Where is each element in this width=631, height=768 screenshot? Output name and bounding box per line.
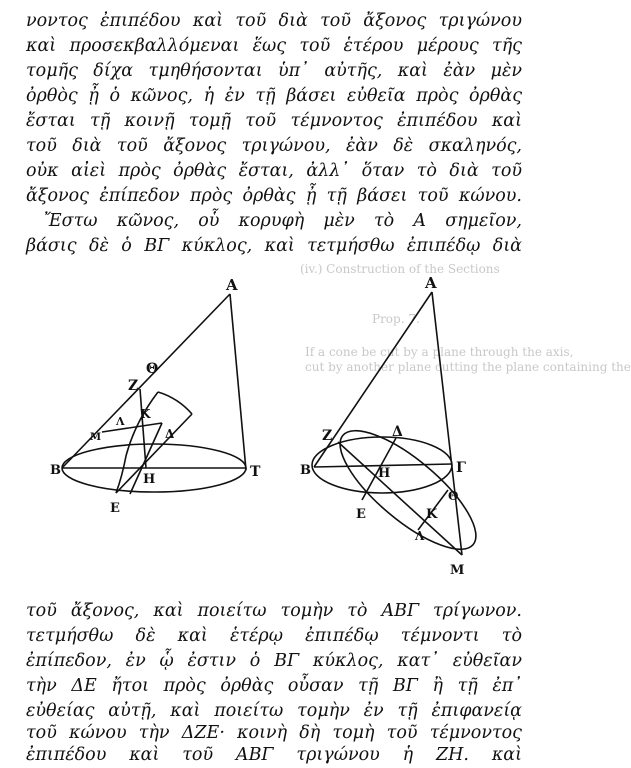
text-line: καὶ προσεκβαλλόμεναι ἕως τοῦ ἑτέρου μέρους τῆς: [26, 36, 522, 56]
point-label: Β: [50, 463, 61, 478]
point-label: Β: [300, 463, 311, 478]
bleed-through-text: Prop. 7.: [372, 312, 420, 326]
text-line: Ἔστω κῶνος, οὗ κορυφὴ μὲν τὸ Α σημεῖον,: [44, 211, 522, 231]
inner-line: [102, 423, 162, 432]
point-label: Η: [143, 472, 156, 487]
point-label: Ζ: [128, 378, 139, 394]
point-label: Κ: [140, 407, 151, 421]
point-label: Δ: [392, 424, 403, 440]
text-line: ἄξονος ἐπίπεδον πρὸς ὀρθὰς ᾖ τῇ βάσει τοῦ κώνου.: [26, 186, 522, 206]
point-label: Α: [425, 274, 437, 292]
axis-section-line: [338, 442, 462, 555]
text-line: οὐκ αἰεὶ πρὸς ὀρθὰς ἔσται, ἀλλ᾽ ὅταν τὸ διὰ τοῦ: [26, 161, 522, 181]
cone-side-line: [230, 294, 246, 470]
figure-left-svg: [50, 272, 290, 537]
text-line: τοῦ κώνου τὴν ΔΖΕ· κοινὴ δὴ τομὴ τοῦ τέμνοντος: [26, 723, 522, 743]
text-line: ὀρθὸς ᾖ ὁ κῶνος, ἡ ἐν τῇ βάσει εὐθεῖα πρὸς ὀρθὰς: [26, 86, 522, 106]
text-line: τοῦ ἄξονος, καὶ ποιείτω τομὴν τὸ ΑΒΓ τρίγωνον.: [26, 601, 522, 621]
figure-left-cone: [50, 272, 290, 537]
figure-right-svg: [300, 272, 525, 597]
text-line: ἐπιπέδου καὶ τοῦ ΑΒΓ τριγώνου ἡ ΖΗ. καὶ: [26, 745, 522, 765]
point-label: Α: [226, 276, 238, 294]
point-label: Μ: [90, 432, 102, 443]
text-line: τετμήσθω δὲ καὶ ἑτέρῳ ἐπιπέδῳ τέμνοντι τὸ: [26, 626, 522, 646]
point-label: Η: [378, 466, 391, 481]
text-line: νοντος ἐπιπέδου καὶ τοῦ διὰ τοῦ ἄξονος τριγώνου: [26, 11, 522, 31]
text-line: τοῦ διὰ τοῦ ἄξονος τριγώνου, ἐὰν δὲ σκαληνός,: [26, 136, 522, 156]
section-curve: [158, 392, 192, 414]
text-line: ἔσται τῇ κοινῇ τομῇ τοῦ τέμνοντος ἐπιπέδου καὶ: [26, 111, 522, 131]
bleed-through-text: (iv.) Construction of the Sections: [300, 262, 500, 276]
text-line: βάσις δὲ ὁ ΒΓ κύκλος, καὶ τετμήσθω ἐπιπέδῳ διὰ: [26, 236, 522, 256]
text-line: τὴν ΔΕ ἤτοι πρὸς ὀρθὰς οὖσαν τῇ ΒΓ ἢ τῇ ἐπ᾽: [26, 676, 522, 696]
point-label: Λ: [116, 415, 125, 428]
figure-right-cone: [300, 272, 525, 597]
point-label: Γ: [456, 460, 466, 476]
bleed-through-text: If a cone be cut by a plane through the axis,: [305, 345, 574, 359]
text-line: τομῆς δίχα τμηθήσονται ὑπ᾽ αὐτῆς, καὶ ἐὰν μὲν: [26, 61, 522, 81]
point-label: Κ: [426, 507, 438, 522]
point-label: Ε: [110, 501, 120, 516]
axis-section-line: [140, 389, 146, 468]
point-label: Δ: [165, 427, 175, 441]
text-line: ἐπίπεδον, ἐν ᾧ ἐστιν ὁ ΒΓ κύκλος, κατ᾽ εὐθεῖαν: [26, 651, 522, 671]
point-label: Ζ: [322, 428, 333, 444]
point-label: Λ: [415, 529, 425, 543]
point-label: Θ: [146, 361, 159, 377]
point-label: Ε: [356, 507, 366, 522]
point-label: Τ: [250, 464, 261, 480]
point-label: Μ: [450, 563, 465, 578]
text-line: εὐθείας αὐτῇ, καὶ ποιείτω τομὴν ἐν τῇ ἐπιφανείᾳ: [26, 701, 522, 721]
cone-side-line: [62, 294, 230, 468]
bleed-through-text: cut by another plane cutting the plane containing the: [305, 360, 631, 374]
point-label: Θ: [448, 489, 459, 503]
